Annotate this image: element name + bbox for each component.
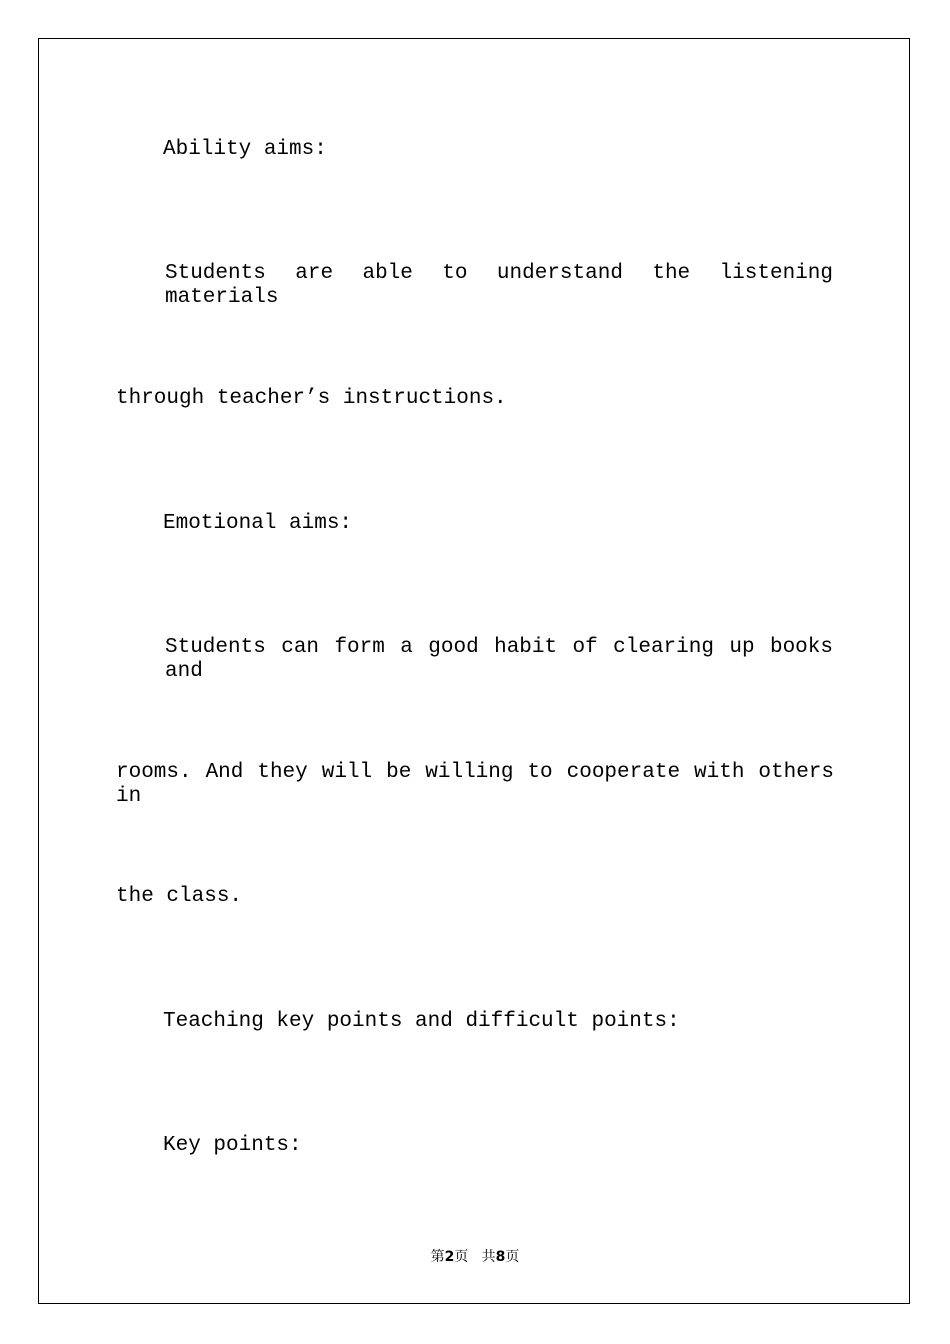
paragraph-line: through teacher’s instructions. xyxy=(116,387,507,410)
footer-current-page: 2 xyxy=(444,1249,455,1265)
footer-page-suffix: 页 xyxy=(454,1249,469,1265)
paragraph-line: Students can form a good habit of clearing up books and xyxy=(165,636,833,683)
heading-emotional-aims: Emotional aims: xyxy=(163,512,353,535)
footer-total-pages: 8 xyxy=(495,1249,506,1265)
paragraph-line: Students are able to understand the listening materials xyxy=(165,262,833,309)
footer-total-prefix: 共 xyxy=(481,1249,496,1265)
footer-total-suffix: 页 xyxy=(505,1249,520,1265)
page-number-footer xyxy=(0,1248,950,1266)
footer-prefix: 第 xyxy=(430,1249,445,1265)
paragraph-line: rooms. And they will be willing to cooperate with others in xyxy=(116,761,834,808)
paragraph-line: the class. xyxy=(116,885,243,908)
heading-key-and-difficult-points: Teaching key points and difficult points: xyxy=(163,1010,680,1033)
heading-key-points: Key points: xyxy=(163,1134,302,1157)
heading-ability-aims: Ability aims: xyxy=(163,138,327,161)
